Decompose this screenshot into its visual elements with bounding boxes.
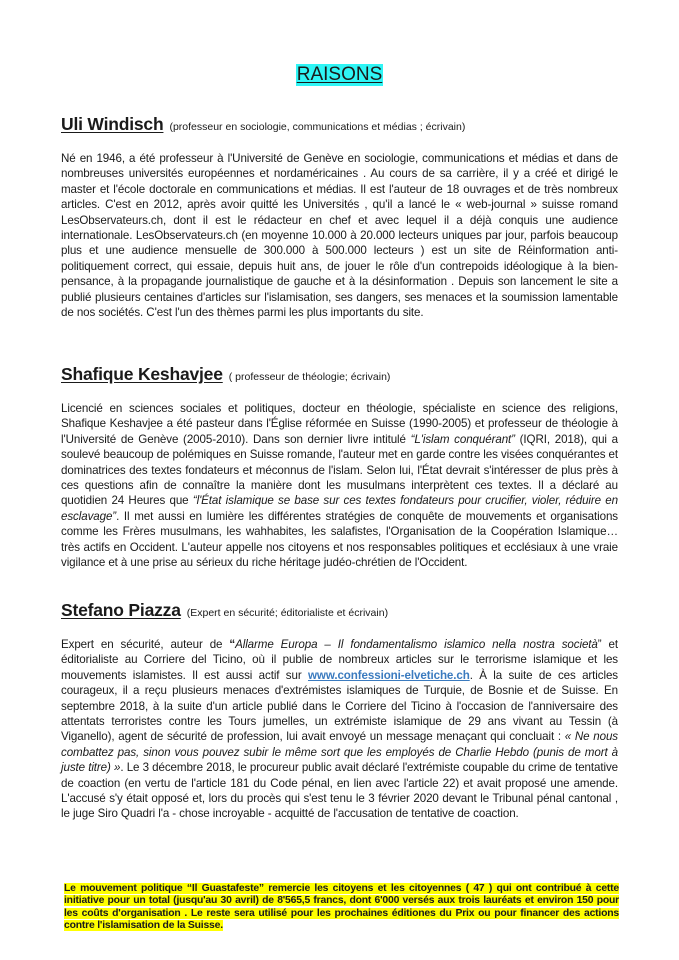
page-title: RAISONS — [296, 64, 383, 85]
person-role: (Expert en sécurité; éditorialiste et écrivain) — [186, 607, 389, 619]
quote: « Ne nous combattez pas, sinon vous pouvez subir le même sort que les employés de Charlie Hebdo (punis de mort à juste titre) » — [61, 730, 619, 775]
person-name: Uli Windisch — [61, 114, 164, 134]
quote-mark: “ — [229, 638, 236, 651]
bio-paragraph: Né en 1946, a été professeur à l'Université de Genève en sociologie, communications et médias et dans de nombreuses universités européennes et nordaméricaines . Au cours de sa carrière, il y a créé et dirigé le master et l'école doctorale en communications et médias. Il est l'auteur de 18 ouvrages et de très nombreux articles. C'est en 2012, après avoir quitté les Universités , qu'il a lancé le « web-journal » suisse romand LesObservateurs.ch, dont il est le rédacteur en chef et avec lequel il a déjà conquis une audience internationale. LesObservateurs.ch (en moyenne 10.000 à 20.000 lecteurs uniques par jour, parfois beaucoup plus et une audience mensuelle de 300.000 à 500.000 lecteurs ) est un site de Réinformation anti-politiquement correct, qui essaie, depuis huit ans, de jouer le rôle d'un contrepoids idéologique à la bien-pensance, à la propagande journalistique de gauche et à la désinformation . Depuis son lancement le site a publié plusieurs centaines d'articles sur l'islamisation, ses dangers, ses menaces et la soumission lamentable de nos sociétés. C'est l'un des thèmes parmi les plus importants du site. — [61, 152, 618, 320]
text-run: Licencié en sciences sociales et politiques, docteur en théologie, spécialiste en science des religions, Shafique Keshavjee a été pasteur dans l'Église réformée en Suisse (1990-2005) et professeur de théologie à l'Université de Genève (2005-2010). Dans son dernier livre intitulé — [61, 402, 618, 446]
text-run: ” et éditorialiste au Corriere del Ticino, où il publie de nombreux articles sur le terrorisme islamique et les mouvements islamistes. Il est aussi actif sur — [61, 638, 618, 682]
text-run: . Il met aussi en lumière les différentes stratégies de conquête de mouvements et organisations comme les Frères musulmans, les wahhabites, les salafistes, l'Organisation de la Coopération Islamique… très actifs en Occident. L'auteur appelle nos citoyens et nos responsables politiques et ecclésiaux à une vraie vigilance et à une prise au sérieux du riche héritage judéo-chrétien de l'Occident. — [61, 509, 618, 570]
section-heading — [61, 602, 618, 621]
person-role: (professeur en sociologie, communications et médias ; écrivain) — [169, 121, 466, 133]
notice-text: Le mouvement politique “Il Guastafeste” remercie les citoyens et les citoyennes ( 47 ) qui ont contribué à cette initiative pour un total (jusqu'au 30 avril) de 8'565,5 francs, dont 6'000 versés aux trois lauréats et environ 150 pour les coûts d'organisation . Le reste sera utilisé pour les prochaines éditiones du Prix ou pour financer des actions contre l'islamisation de la Suisse. — [64, 883, 619, 931]
book-title: Allarme Europa – Il fondamentalismo islamico nella nostra società — [235, 638, 598, 651]
section-heading — [61, 366, 618, 385]
text-run: . Le 3 décembre 2018, le procureur public avait déclaré l'extrémiste coupable du crime de tentative de coaction (en vertu de l'article 181 du Code pénal, en lien avec l'article 22) et avait proposé une amende. L'accusé s'y était opposé et, lors du procès qui s'est tenu le 3 février 2020 devant le Tribunal pénal cantonal , le juge Siro Quadri l'a - chose incroyable - acquitté de l'accusation de tentative de coaction. — [61, 761, 619, 821]
section-uli-windisch — [61, 116, 618, 320]
person-role: ( professeur de théologie; écrivain) — [228, 371, 391, 383]
book-title: “L'islam conquérant” — [410, 432, 515, 446]
quote: “l'État islamique se base sur ces textes fondateurs pour crucifier, violer, réduire en esclavage” — [61, 494, 618, 523]
donation-notice — [64, 883, 619, 932]
section-heading — [61, 116, 618, 135]
person-name: Shafique Keshavjee — [61, 364, 223, 384]
bio-paragraph — [61, 401, 618, 570]
section-shafique-keshavjee — [61, 366, 618, 570]
text-run: (IQRI, 2018), qui a soulevé beaucoup de polémiques en Suisse romande, l'auteur met en garde contre les visées conquérantes et dominatrices des textes fondateurs et méconnus de l'islam. Selon lui, l'État devrait s'intéresser de plus près à ces questions afin de connaître la manière dont les musulmans interprètent ces textes. Il a déclaré au quotidien 24 Heures que — [61, 432, 618, 508]
section-stefano-piazza — [61, 602, 618, 822]
text-run: Expert en sécurité, auteur de — [61, 638, 230, 651]
person-name: Stefano Piazza — [61, 600, 181, 620]
website-link[interactable]: www.confessioni-elvetiche.ch — [308, 668, 470, 682]
title-container — [0, 64, 679, 86]
bio-paragraph — [61, 637, 618, 822]
text-run: . À la suite de ces articles courageux, il a reçu plusieurs menaces d'extrémistes islamiques de Turquie, de Bosnie et de Suisse. En septembre 2018, à la suite d'un article publié dans le Corriere del Ticino à l'occasion de l'anniversaire des attentats terroristes contre les Tours jumelles, un extrémiste islamique de 29 ans vivant au Tessin (à Viganello), agent de sécurité de profession, lui avait envoyé un message menaçant qui concluait : — [61, 668, 618, 744]
